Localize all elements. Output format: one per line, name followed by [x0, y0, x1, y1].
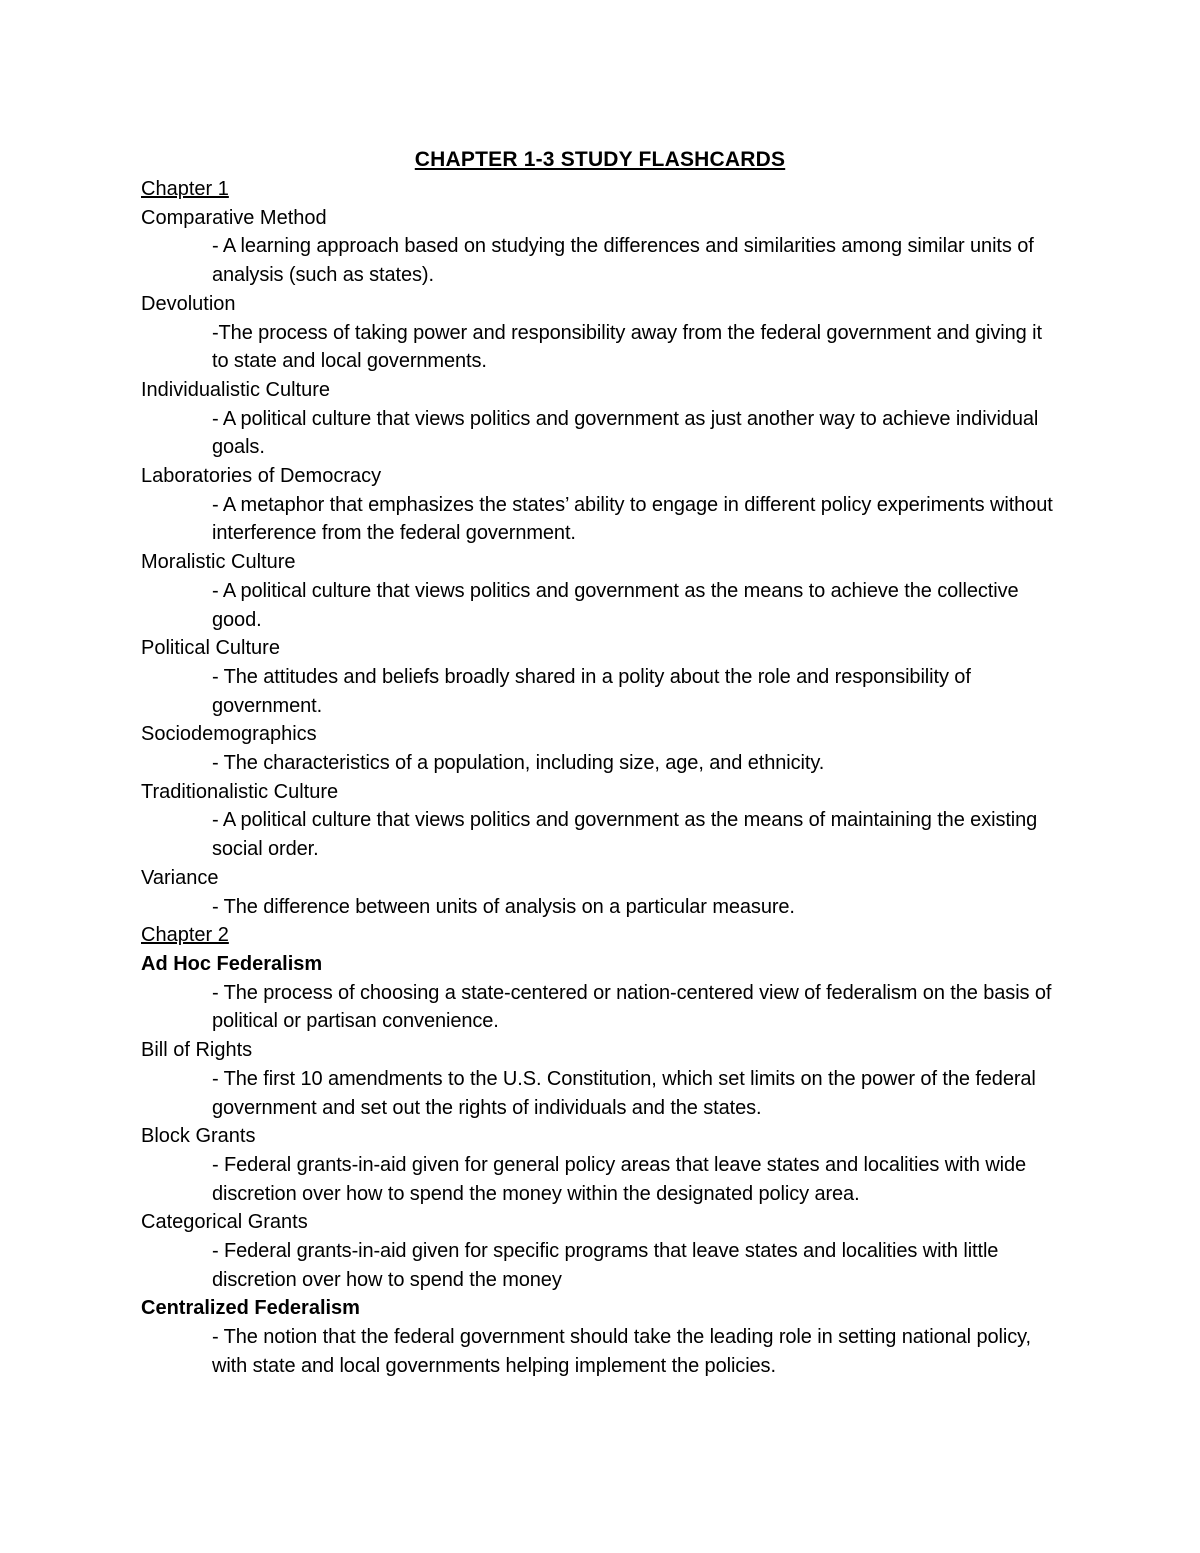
flashcard-definition: - A political culture that views politics and government as just another way to achieve individual goals. [212, 407, 1039, 459]
flashcard-definition: - The characteristics of a population, including size, age, and ethnicity. [212, 752, 825, 775]
flashcard-term: Ad Hoc Federalism [141, 952, 323, 975]
flashcard-definition: - A political culture that views politics and government as the means to achieve the collective good. [212, 579, 1019, 631]
flashcard-term: Sociodemographics [141, 723, 317, 746]
flashcard-definition: - A learning approach based on studying the differences and similarities among similar units of analysis (such as states). [212, 235, 1034, 287]
chapter-heading: Chapter 2 [141, 924, 229, 947]
flashcard-definition: - The process of choosing a state-centered or nation-centered view of federalism on the basis of political or partisan convenience. [212, 981, 1052, 1033]
flashcard-definition: - A political culture that views politics and government as the means of maintaining the existing social order. [212, 809, 1038, 861]
flashcard-definition: - The attitudes and beliefs broadly shared in a polity about the role and responsibility of government. [212, 665, 971, 717]
flashcard-term: Variance [141, 866, 219, 889]
flashcard-definition: -The process of taking power and responsibility away from the federal government and giving it to state and local governments. [212, 321, 1042, 373]
flashcard-term: Block Grants [141, 1125, 256, 1148]
flashcard-term: Political Culture [141, 637, 280, 660]
flashcard-definition: - A metaphor that emphasizes the states’ ability to engage in different policy experiments without interference from the federal government. [212, 493, 1053, 545]
flashcard-definition: - The difference between units of analysis on a particular measure. [212, 895, 795, 918]
flashcard-term: Centralized Federalism [141, 1297, 360, 1320]
flashcard-term: Devolution [141, 292, 236, 315]
flashcard-term: Moralistic Culture [141, 551, 296, 574]
document-title: CHAPTER 1-3 STUDY FLASHCARDS [414, 148, 786, 171]
flashcard-term: Traditionalistic Culture [141, 780, 339, 803]
flashcard-term: Laboratories of Democracy [141, 465, 382, 488]
flashcard-definition: - The first 10 amendments to the U.S. Constitution, which set limits on the power of the federal government and set out the rights of individuals and the states. [212, 1067, 1036, 1119]
flashcard-term: Comparative Method [141, 206, 327, 229]
flashcard-definition: - The notion that the federal government should take the leading role in setting national policy, with state and local governments helping implement the policies. [212, 1326, 1031, 1377]
flashcard-term: Individualistic Culture [141, 378, 330, 401]
flashcard-definition: - Federal grants-in-aid given for specific programs that leave states and localities with little discretion over how to spend the money [212, 1240, 999, 1291]
flashcard-term: Bill of Rights [141, 1039, 253, 1062]
chapter-heading: Chapter 1 [141, 178, 229, 200]
flashcard-definition: - Federal grants-in-aid given for general policy areas that leave states and localities with wide discretion over how to spend the money within the designated policy area. [212, 1153, 1027, 1205]
flashcard-term: Categorical Grants [141, 1211, 308, 1234]
flashcard-content [141, 175, 1061, 1381]
